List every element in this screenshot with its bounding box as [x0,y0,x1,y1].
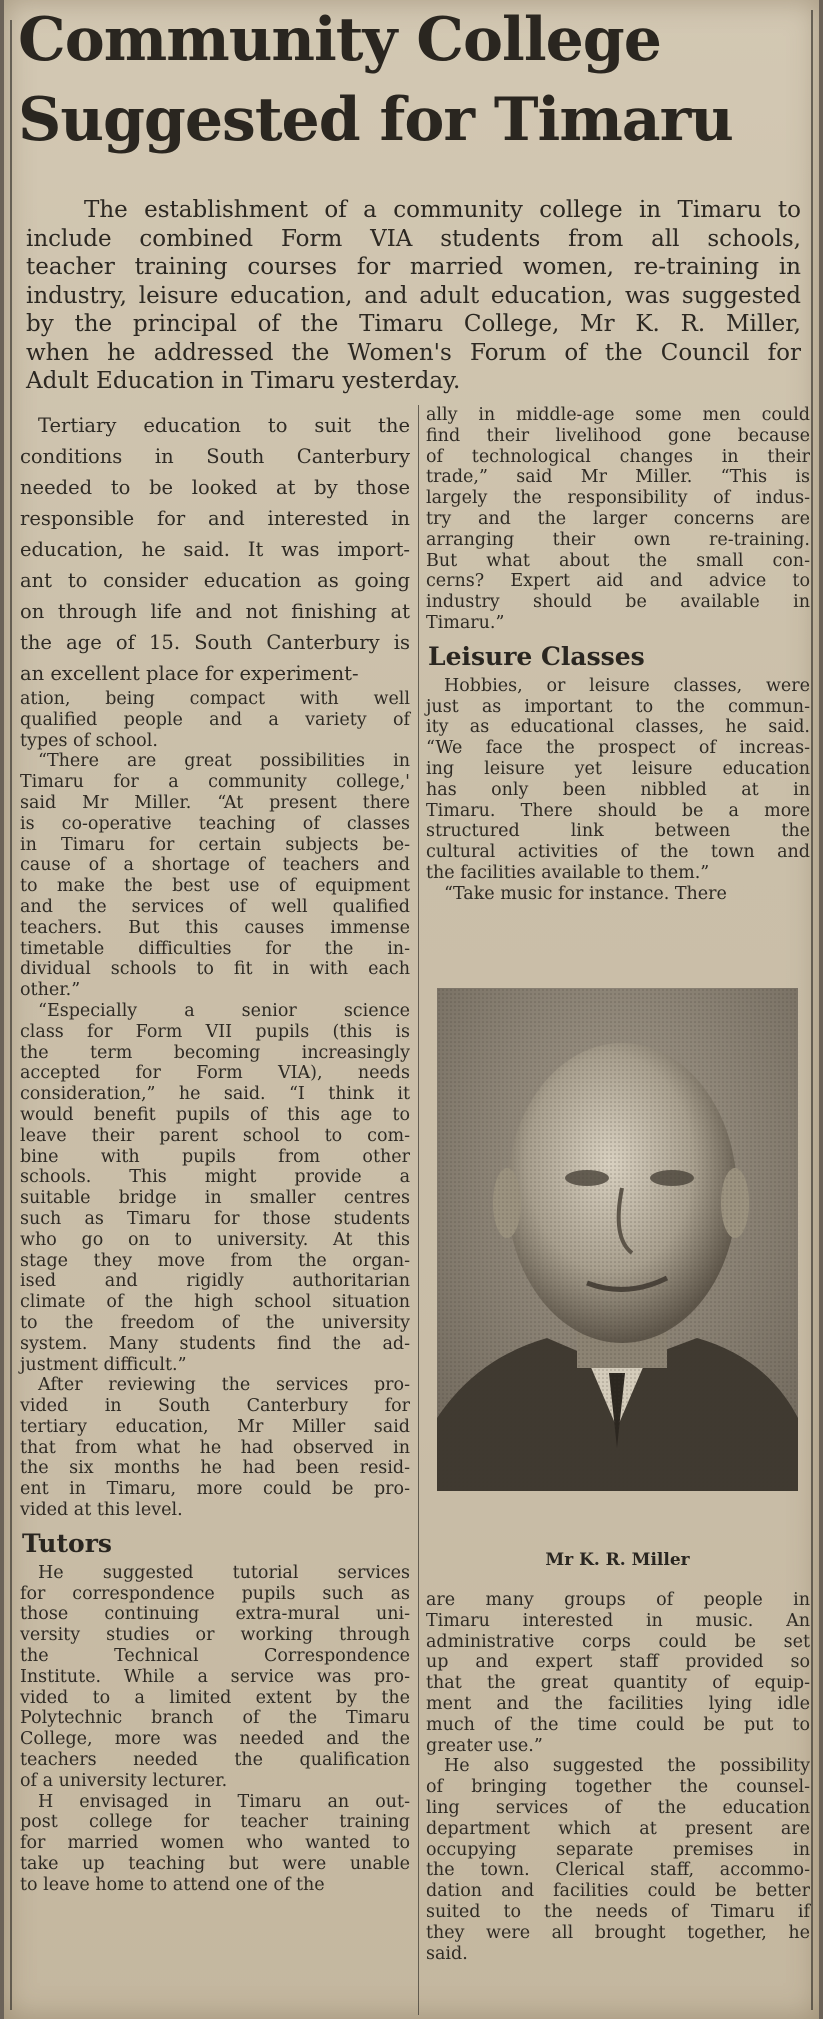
text-line: the facilities available to them.” [426,862,710,883]
text-line: structured link between the [426,821,810,842]
text-line: Polytechnic branch of the Timaru [20,1708,410,1729]
lead-line: by the principal of the Timaru College, Mr K. R. Miller, [26,311,801,337]
text-line: cerns? Expert aid and advice to [426,571,810,592]
headline-line-2: Suggested for Timaru [18,85,733,155]
text-line: that from what he had observed in [20,1437,410,1458]
text-line: He suggested tutorial services [38,1562,410,1583]
text-line: versity studies or working through [20,1625,410,1646]
left-intro-text [20,410,410,689]
text-line: those continuing extra-mural uni- [20,1604,410,1625]
text-line: ation, being compact with well [20,689,410,709]
text-line: in Timaru for certain subjects be- [20,834,410,855]
text-line: who go on to university. At this [20,1229,410,1250]
text-line: cultural activities of the town and [426,842,810,863]
text-line: post college for teacher training [20,1812,410,1833]
text-line: education, he said. It was import- [20,538,410,561]
lead-line: The establishment of a community college in Timaru to [84,197,801,223]
text-line: to make the best use of equipment [20,876,410,897]
text-line: is co-operative teaching of classes [20,813,410,834]
text-line: much of the time could be put to [426,1714,810,1735]
text-line: said Mr Miller. “At present there [20,792,410,813]
lead-line: when he addressed the Women's Forum of the Council for [26,339,801,366]
text-line: the age of 15. South Canterbury is [20,631,410,654]
text-line: vided in South Canterbury for [20,1396,410,1417]
subheading-leisure-classes: Leisure Classes [428,641,645,671]
text-line: said. [426,1943,468,1964]
text-line: department which at present are [426,1818,810,1839]
text-line: greater use.” [426,1735,543,1756]
right-bottom-block [426,1590,810,1964]
text-line: trade,” said Mr Miller. “This is [426,467,810,488]
right-edge-rule [811,10,813,2010]
newspaper-clipping [4,0,819,2019]
text-line: administrative corps could be set [426,1631,810,1652]
right-bottom-text [426,1590,810,1964]
text-line: types of school. [20,730,158,751]
text-line: just as important to the commun- [426,696,810,717]
left-column [20,410,410,1896]
text-line: such as Timaru for those students [20,1208,410,1229]
text-line: Hobbies, or leisure classes, were [444,675,810,696]
text-line: justment difficult.” [20,1354,187,1375]
text-line: arranging their own re-training. [426,529,810,550]
text-line: on through life and not finishing at [20,600,410,623]
text-line: suitable bridge in smaller centres [20,1188,410,1209]
text-line: accepted for Form VIA), needs [20,1063,410,1084]
text-line: After reviewing the services pro- [38,1375,410,1396]
text-line: vided to a limited extent by the [20,1687,410,1708]
text-line: for married women who wanted to [20,1833,410,1854]
text-line: they were all brought together, he [426,1922,810,1943]
text-line: industry should be available in [426,592,810,613]
text-line: ity as educational classes, he said. [426,717,810,738]
text-line: cause of a shortage of teachers and [20,855,410,876]
text-line: Timaru.” [426,612,505,633]
text-line: has only been nibbled at in [426,779,810,800]
lead-line: include combined Form VIA students from all schools, [26,225,801,252]
text-line: H envisaged in Timaru an out- [38,1791,410,1812]
text-line: up and expert staff provided so [426,1652,810,1673]
text-line: largely the responsibility of indus- [426,488,810,509]
headline [18,0,808,160]
headline-line-1: Community College [18,5,661,75]
text-line: ling services of the education [426,1797,810,1818]
left-body-text [20,689,410,1521]
lead-paragraph [26,196,801,396]
right-top-text [426,405,810,634]
text-line: find their livelihood gone because [426,425,810,446]
text-line: He also suggested the possibility [444,1756,810,1777]
text-line: College, more was needed and the [20,1729,410,1750]
text-line: vided at this level. [20,1500,183,1521]
text-line: try and the larger concerns are [426,508,810,529]
subheading-tutors: Tutors [22,1528,112,1558]
text-line: responsible for and interested in [20,507,410,530]
text-line: of technological changes in their [426,446,810,467]
text-line: Timaru for a community college,' [20,772,410,793]
column-divider [418,405,419,2015]
text-line: class for Form VII pupils (this is [20,1021,410,1042]
text-line: “Especially a senior science [38,1000,410,1021]
text-line: tertiary education, Mr Miller said [20,1416,410,1437]
text-line: an excellent place for experiment- [20,662,359,685]
text-line: ant to consider education as going [20,569,410,592]
text-line: the town. Clerical staff, accommo- [426,1860,810,1881]
text-line: ally in middle-age some men could [426,405,810,425]
portrait-photo [437,988,798,1491]
text-line: that the great quantity of equip- [426,1673,810,1694]
text-line: would benefit pupils of this age to [20,1104,410,1125]
text-line: conditions in South Canterbury [20,445,410,468]
text-line: of bringing together the counsel- [426,1777,810,1798]
right-column [426,405,810,905]
text-line: to leave home to attend one of the [20,1874,325,1895]
left-edge-rule [10,20,12,2010]
tutors-text [20,1563,410,1896]
text-line: suited to the needs of Timaru if [426,1901,810,1922]
text-line: “There are great possibilities in [38,751,410,772]
text-line: ised and rigidly authoritarian [20,1271,410,1292]
text-line: needed to be looked at by those [20,476,410,499]
text-line: and the services of well qualified [20,896,410,917]
leisure-text [426,676,810,905]
text-line: ing leisure yet leisure education [426,758,810,779]
text-line: take up teaching but were unable [20,1854,410,1875]
lead-line: teacher training courses for married women, re-training in [26,254,801,280]
text-line: stage they move from the organ- [20,1250,410,1271]
text-line: schools. This might provide a [20,1167,410,1188]
text-line: are many groups of people in [426,1590,810,1610]
text-line: to the freedom of the university [20,1312,410,1333]
text-line: climate of the high school situation [20,1292,410,1313]
text-line: consideration,” he said. “I think it [20,1084,410,1105]
text-line: the Technical Correspondence [20,1646,410,1667]
text-line: ent in Timaru, more could be pro- [20,1479,410,1500]
text-line: Institute. While a service was pro- [20,1666,410,1687]
text-line: Timaru interested in music. An [426,1610,810,1631]
text-line: But what about the small con- [426,550,810,571]
photo-caption: Mr K. R. Miller [545,1550,690,1570]
text-line: teachers. But this causes immense [20,917,410,938]
text-line: system. Many students find the ad- [20,1333,410,1354]
text-line: qualified people and a variety of [20,709,410,730]
lead-line: Adult Education in Timaru yesterday. [26,368,461,394]
text-line: occupying separate premises in [426,1839,810,1860]
text-line: Timaru. There should be a more [426,800,810,821]
text-line: dation and facilities could be better [426,1881,810,1902]
text-line: teachers needed the qualification [20,1750,410,1771]
text-line: ment and the facilities lying idle [426,1693,810,1714]
text-line: dividual schools to fit in with each [20,959,410,980]
text-line: “Take music for instance. There [444,883,727,904]
text-line: “We face the prospect of increas- [426,738,810,759]
text-line: other.” [20,980,81,1001]
text-line: bine with pupils from other [20,1146,410,1167]
text-line: Tertiary education to suit the [38,414,410,437]
text-line: the six months he had been resid- [20,1458,410,1479]
lead-line: industry, leisure education, and adult education, was suggested [26,282,801,309]
text-line: for correspondence pupils such as [20,1583,410,1604]
text-line: the term becoming increasingly [20,1042,410,1063]
text-line: of a university lecturer. [20,1770,228,1791]
text-line: leave their parent school to com- [20,1125,410,1146]
text-line: timetable difficulties for the in- [20,938,410,959]
